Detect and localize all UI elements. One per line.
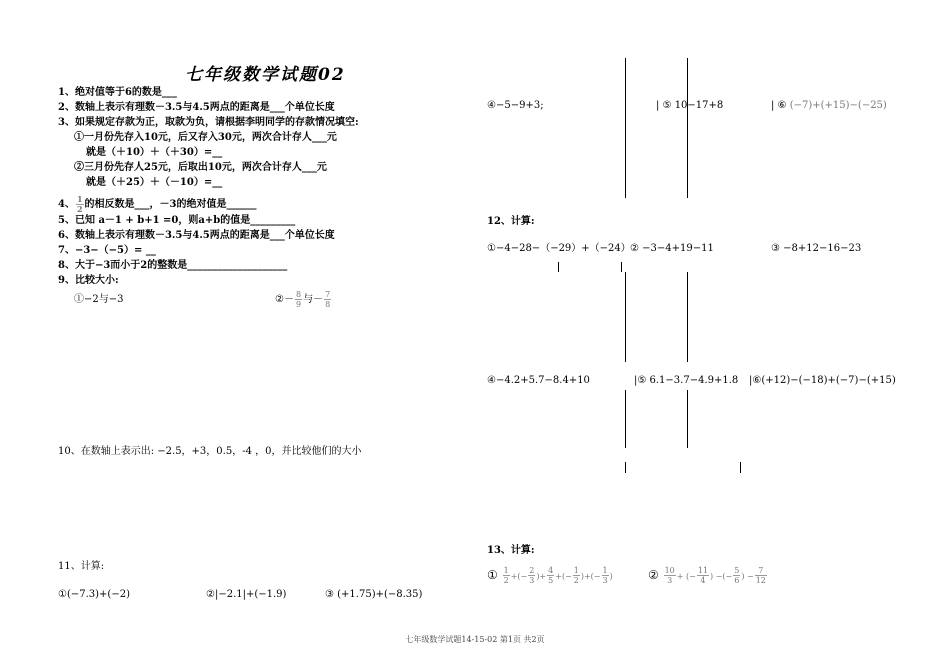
q13a-expression	[502, 566, 613, 585]
right-item-4: ④−5−9+3;	[487, 100, 544, 111]
question-1: 1、绝对值等于6的数是___	[58, 87, 177, 98]
question-13: 13、计算:	[487, 545, 535, 556]
q4-prefix: 4、	[58, 199, 75, 210]
q9b-fraction-1: $\frac{8}{9}$	[295, 290, 302, 309]
operator: +(−	[555, 572, 572, 581]
operator: ) −(−	[710, 572, 733, 581]
separator-line	[625, 462, 626, 473]
fraction: $\frac{4}{5}$	[548, 566, 554, 585]
separator-line	[687, 58, 688, 198]
operator: + (−	[676, 572, 696, 581]
question-13a: ① $\frac{1}{2}$ +(− $\frac{2}{3}$ )+ $\frac{4}{5}$ +(− $\frac{1}{2}$ )+(− $\frac{1}{3}$ )	[487, 566, 613, 585]
question-5: 5、已知 a－1 + b+1 =0，则a+b的值是_________	[58, 215, 296, 226]
question-2: 2、数轴上表示有理数－3.5与4.5两点的距离是___个单位长度	[58, 102, 335, 113]
right-item-6: | ⑥ (−7)+(+15)−(−25)	[771, 100, 887, 111]
separator-line	[740, 462, 741, 473]
question-12c: ③ −8+12−16−23	[771, 243, 862, 254]
question-9b: ②－ $\frac{8}{9}$ 与－ $\frac{7}{8}$	[275, 290, 331, 309]
question-12f: |⑥(+12)−(−18)+(−7)−(+15)	[749, 375, 896, 386]
question-12d: ④−4.2+5.7−8.4+10	[487, 375, 590, 386]
page-footer: 七年级数学试题14-15-02 第1页 共2页	[405, 635, 545, 644]
separator-line	[621, 262, 622, 272]
operator: +(−	[510, 572, 528, 581]
page-title: 七年级数学试题02	[185, 65, 346, 85]
fraction: $\frac{10}{3}$	[664, 566, 675, 585]
question-12a: ①−4−28−（−29）+（−24）	[487, 243, 631, 254]
question-3c: ②三月份先存人25元，后取出10元，两次合计存人___元	[74, 162, 327, 173]
question-11b: ②|−2.1|+(−1.9)	[206, 589, 287, 600]
question-3: 3、如果规定存款为正，取款为负，请根据李明同学的存款情况填空:	[58, 117, 359, 128]
question-10: 10、在数轴上表示出: −2.5，+3，0.5，-4 ，0，并比较他们的大小	[58, 446, 362, 457]
operator: )	[609, 572, 613, 581]
question-13b: ② $\frac{10}{3}$ + (− $\frac{11}{4}$ ) −(− $\frac{5}{6}$ ) − $\frac{7}{12}$	[648, 566, 766, 585]
fraction: $\frac{2}{3}$	[529, 566, 535, 585]
question-8: 8、大于−3而小于2的整数是____________________	[58, 260, 288, 271]
separator-line	[625, 272, 626, 362]
operator: )+	[536, 572, 547, 581]
question-12e: |⑤ 6.1−3.7−4.9+1.8	[634, 375, 739, 386]
separator-line	[625, 390, 626, 448]
question-11a: ①(−7.3)+(−2)	[58, 589, 130, 600]
fraction: $\frac{7}{12}$	[755, 566, 766, 585]
fraction: $\frac{11}{4}$	[697, 566, 709, 585]
question-3d: 就是（＋25）＋（－10）=__	[86, 177, 223, 188]
question-4	[58, 195, 257, 214]
separator-line	[687, 272, 688, 362]
question-9a: ①−2与−3	[74, 294, 124, 305]
question-3b: 就是（＋10）＋（＋30）=__	[86, 147, 223, 158]
operator: ) −	[741, 572, 754, 581]
operator: )+(−	[580, 572, 601, 581]
q4-fraction: $\frac{1}{2}$	[76, 194, 83, 214]
question-12: 12、计算:	[487, 216, 535, 227]
separator-line	[687, 390, 688, 448]
question-12b: ② −3−4+19−11	[630, 243, 714, 254]
question-7: 7、−3−（−5）= __	[58, 245, 156, 256]
question-11: 11、计算:	[58, 561, 105, 572]
question-3a: ①一月份先存入10元，后又存入30元，两次合计存人___元	[74, 132, 337, 143]
question-11c: ③ (+1.75)+(−8.35)	[325, 589, 423, 600]
fraction: $\frac{1}{2}$	[573, 566, 579, 585]
q4-rest: 的相反数是___，－3的绝对值是______	[84, 199, 257, 210]
fraction: $\frac{1}{3}$	[602, 566, 608, 585]
right-item-5: | ⑤ 10−17+8	[656, 100, 724, 111]
separator-line	[558, 262, 559, 272]
question-9: 9、比较大小:	[58, 275, 119, 286]
fraction: $\frac{5}{6}$	[734, 566, 740, 585]
question-6: 6、数轴上表示有理数－3.5与4.5两点的距离是___个单位长度	[58, 230, 335, 241]
separator-line	[625, 58, 626, 198]
fraction: $\frac{1}{2}$	[503, 566, 509, 585]
q13b-expression	[663, 566, 768, 585]
q9b-fraction-2: $\frac{7}{8}$	[325, 290, 331, 309]
